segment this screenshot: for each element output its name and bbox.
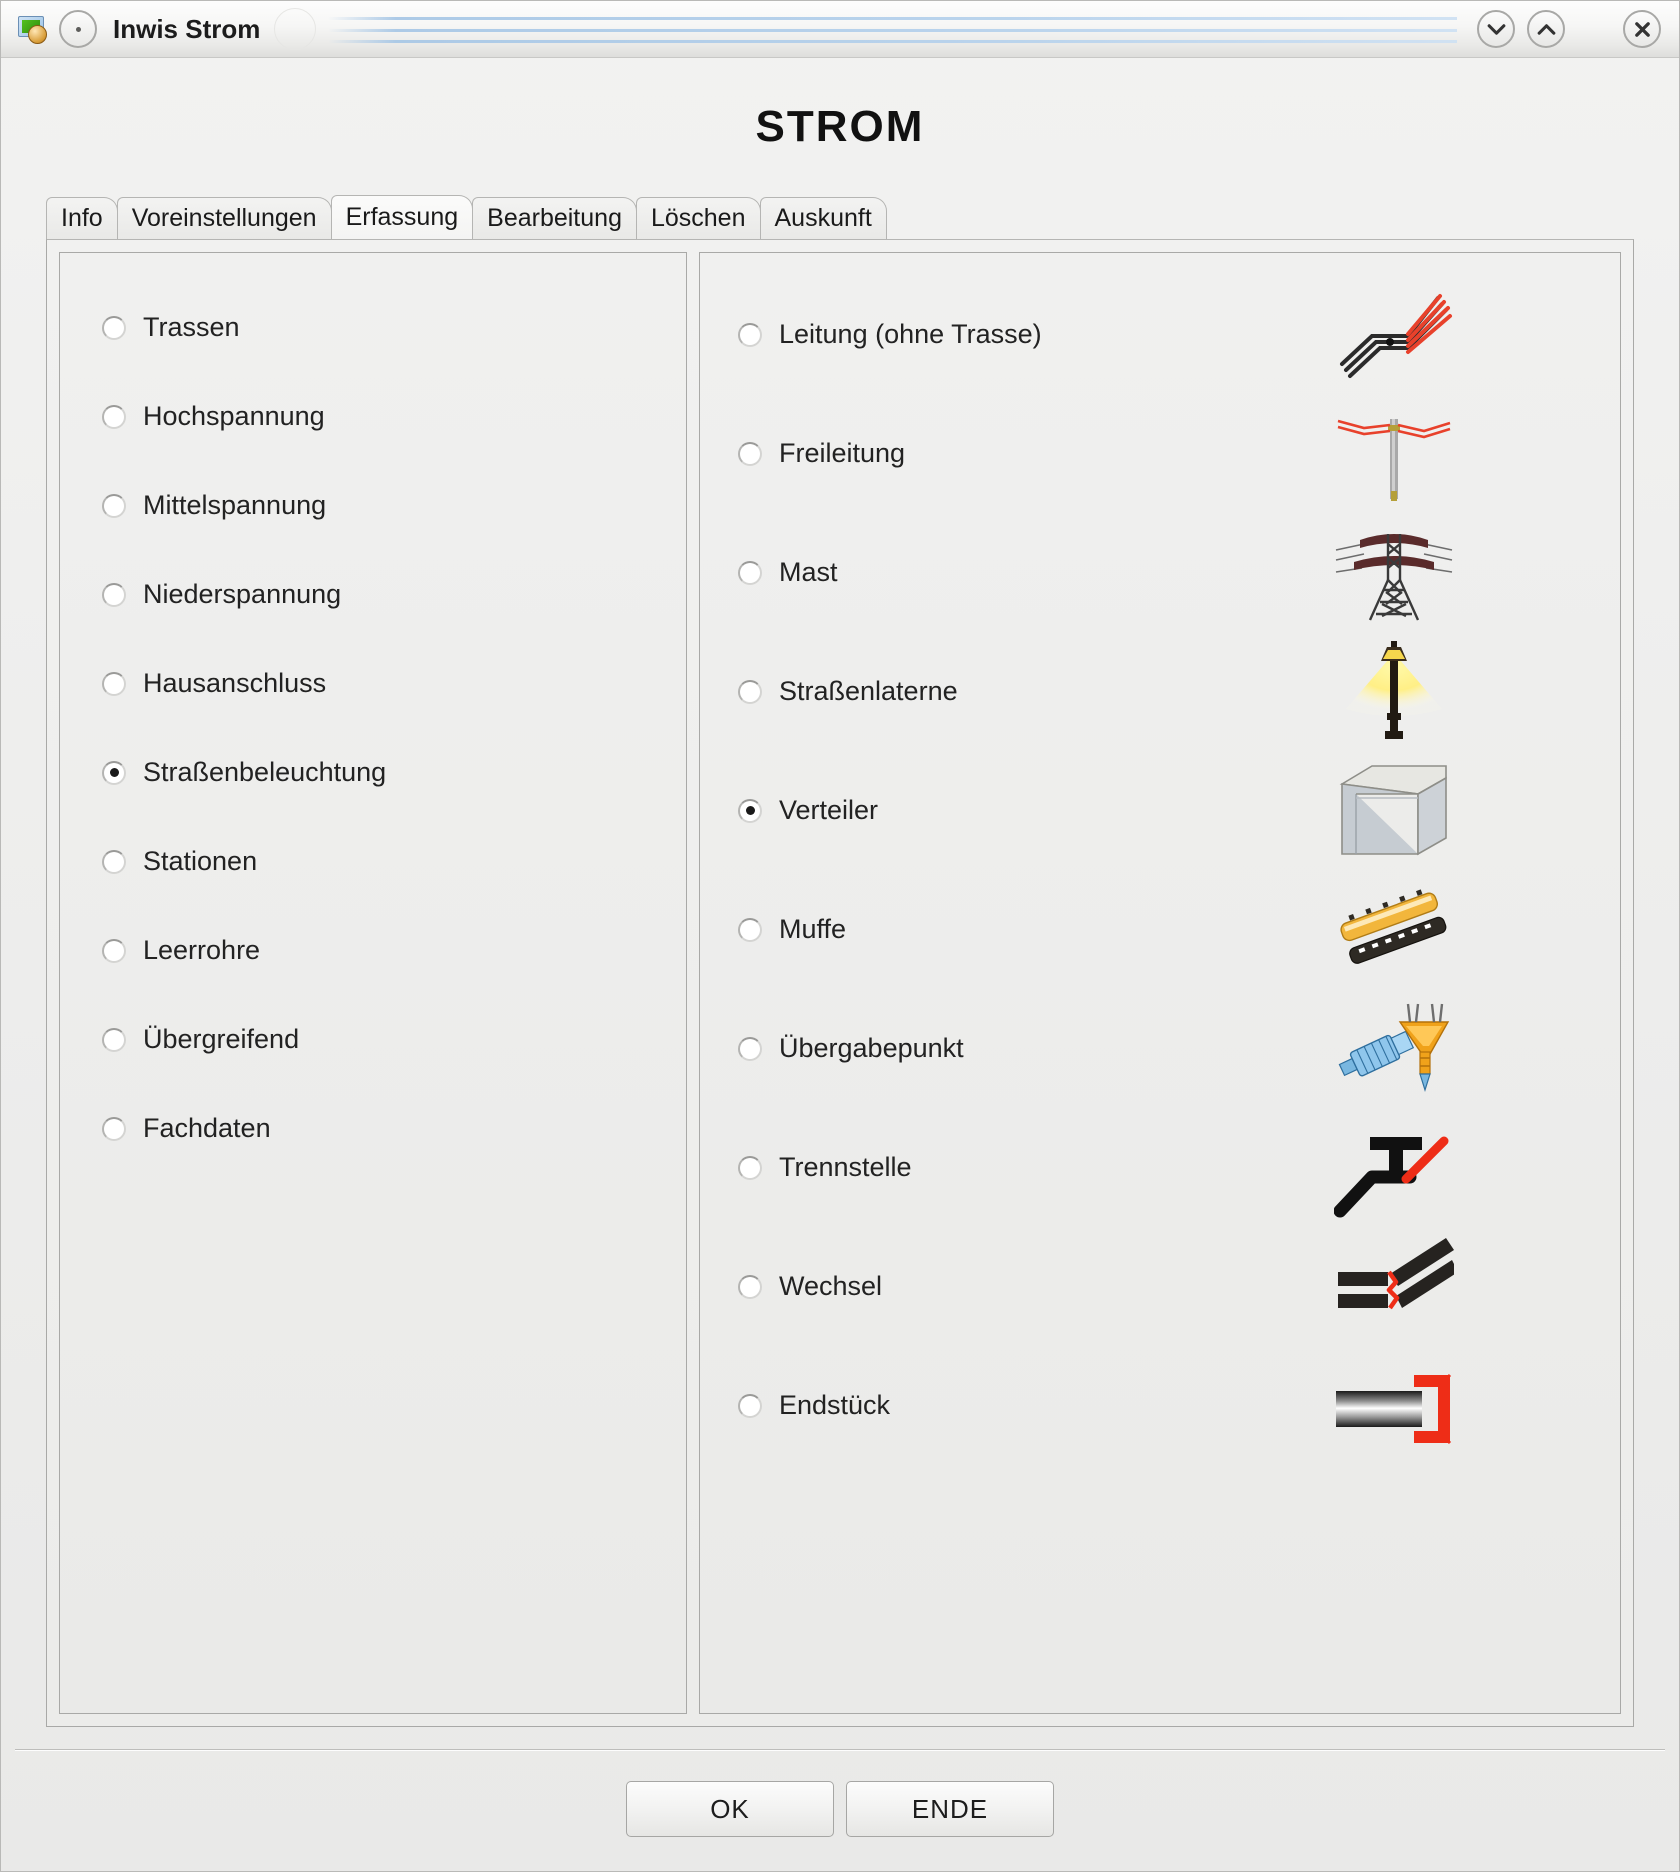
radio-label: Übergabepunkt — [779, 1033, 964, 1063]
radio-label: Leerrohre — [143, 935, 261, 965]
radio-label: Leitung (ohne Trasse) — [779, 319, 1042, 349]
tab-info[interactable] — [46, 197, 118, 239]
cable-bundle-icon — [1334, 282, 1454, 388]
cable-change-icon — [1334, 1234, 1454, 1340]
dot-icon — [76, 27, 81, 32]
category-panel — [59, 252, 687, 1714]
transfer-point-icon — [1334, 996, 1454, 1102]
object-type-radio-group — [700, 253, 1620, 1465]
overhead-line-pole-icon — [1334, 401, 1454, 507]
radio-label: Mast — [779, 557, 838, 587]
chevron-down-icon — [1487, 24, 1506, 35]
radio-indicator[interactable] — [102, 583, 126, 607]
distribution-cabinet-icon — [1334, 758, 1454, 864]
radio-indicator[interactable] — [738, 1394, 762, 1418]
radio-option-hausanschluss[interactable] — [102, 639, 686, 728]
footer-separator — [15, 1749, 1665, 1751]
radio-label: Trassen — [143, 312, 240, 342]
tab-label: Auskunft — [774, 204, 872, 232]
title-bar — [1, 1, 1679, 58]
footer-button-bar — [1, 1781, 1679, 1837]
cable-joint-icon — [1334, 877, 1454, 983]
tab-label: Info — [61, 204, 103, 232]
radio-indicator[interactable] — [102, 1117, 126, 1141]
radio-option-muffe[interactable] — [700, 870, 1620, 989]
radio-label: Übergreifend — [143, 1024, 300, 1054]
radio-option-niederspannung[interactable] — [102, 550, 686, 639]
maximize-button[interactable] — [1527, 10, 1565, 48]
radio-option-trennstelle[interactable] — [700, 1108, 1620, 1227]
tab-loeschen[interactable] — [636, 197, 761, 239]
radio-indicator[interactable] — [102, 672, 126, 696]
radio-indicator[interactable] — [102, 316, 126, 340]
radio-option-strassenbeleuchtung[interactable] — [102, 728, 686, 817]
tab-label: Bearbeitung — [487, 204, 622, 232]
radio-label: Hausanschluss — [143, 668, 327, 698]
radio-option-leitung-ohne-trasse[interactable] — [700, 275, 1620, 394]
tab-label: Erfassung — [345, 203, 459, 231]
radio-option-strassenlaterne[interactable] — [700, 632, 1620, 751]
radio-label: Freileitung — [779, 438, 906, 468]
tab-auskunft[interactable] — [760, 197, 887, 239]
radio-indicator[interactable] — [102, 939, 126, 963]
ok-button[interactable]: OK — [626, 1781, 834, 1837]
tab-bearbeitung[interactable] — [472, 197, 637, 239]
radio-indicator[interactable] — [102, 1028, 126, 1052]
radio-label: Trennstelle — [779, 1152, 912, 1182]
radio-option-uebergabepunkt[interactable] — [700, 989, 1620, 1108]
tab-erfassung[interactable] — [331, 195, 474, 239]
object-type-panel — [699, 252, 1621, 1714]
category-radio-group — [60, 253, 686, 1173]
radio-option-leerrohre[interactable] — [102, 906, 686, 995]
close-button[interactable] — [1623, 10, 1661, 48]
radio-indicator[interactable] — [738, 799, 762, 823]
radio-label: Stationen — [143, 846, 258, 876]
window-menu-button[interactable] — [59, 10, 97, 48]
monitor-coin-icon — [17, 14, 47, 44]
radio-indicator[interactable] — [738, 442, 762, 466]
radio-option-hochspannung[interactable] — [102, 372, 686, 461]
radio-option-mittelspannung[interactable] — [102, 461, 686, 550]
radio-option-freileitung[interactable] — [700, 394, 1620, 513]
radio-option-stationen[interactable] — [102, 817, 686, 906]
radio-option-mast[interactable] — [700, 513, 1620, 632]
pylon-icon — [1334, 520, 1454, 626]
radio-indicator[interactable] — [738, 680, 762, 704]
radio-label: Muffe — [779, 914, 847, 944]
tab-label: Löschen — [650, 204, 746, 232]
chevron-up-icon — [1537, 24, 1556, 35]
radio-option-verteiler[interactable] — [700, 751, 1620, 870]
radio-label: Fachdaten — [143, 1113, 271, 1143]
window-controls — [1477, 10, 1661, 48]
ende-button[interactable]: ENDE — [846, 1781, 1054, 1837]
radio-indicator[interactable] — [738, 1275, 762, 1299]
tab-label: Voreinstellungen — [131, 204, 317, 232]
radio-indicator[interactable] — [738, 561, 762, 585]
minimize-button[interactable] — [1477, 10, 1515, 48]
radio-option-wechsel[interactable] — [700, 1227, 1620, 1346]
radio-indicator[interactable] — [738, 1156, 762, 1180]
radio-label: Verteiler — [779, 795, 879, 825]
radio-label: Straßenlaterne — [779, 676, 958, 706]
window-title: Inwis Strom — [113, 13, 261, 44]
end-cap-icon — [1334, 1353, 1454, 1459]
radio-indicator[interactable] — [102, 494, 126, 518]
radio-label: Wechsel — [779, 1271, 883, 1301]
radio-option-fachdaten[interactable] — [102, 1084, 686, 1173]
radio-label: Straßenbeleuchtung — [143, 757, 387, 787]
radio-option-endstueck[interactable] — [700, 1346, 1620, 1465]
radio-indicator[interactable] — [102, 850, 126, 874]
radio-indicator[interactable] — [738, 323, 762, 347]
decorative-circle — [274, 8, 316, 50]
tab-voreinstellungen[interactable] — [117, 197, 332, 239]
radio-label: Mittelspannung — [143, 490, 327, 520]
radio-label: Endstück — [779, 1390, 891, 1420]
radio-label: Niederspannung — [143, 579, 342, 609]
tab-bar — [46, 195, 1679, 239]
titlebar-stripes — [328, 9, 1457, 49]
radio-label: Hochspannung — [143, 401, 325, 431]
close-x-icon — [1633, 20, 1652, 39]
radio-option-uebergreifend[interactable] — [102, 995, 686, 1084]
tab-content-erfassung — [46, 239, 1634, 1727]
page-title: STROM — [755, 102, 925, 151]
radio-indicator[interactable] — [102, 405, 126, 429]
radio-option-trassen[interactable] — [102, 283, 686, 372]
street-lamp-icon — [1334, 639, 1454, 745]
radio-indicator[interactable] — [102, 761, 126, 785]
radio-indicator[interactable] — [738, 1037, 762, 1061]
radio-indicator[interactable] — [738, 918, 762, 942]
disconnector-icon — [1334, 1115, 1454, 1221]
